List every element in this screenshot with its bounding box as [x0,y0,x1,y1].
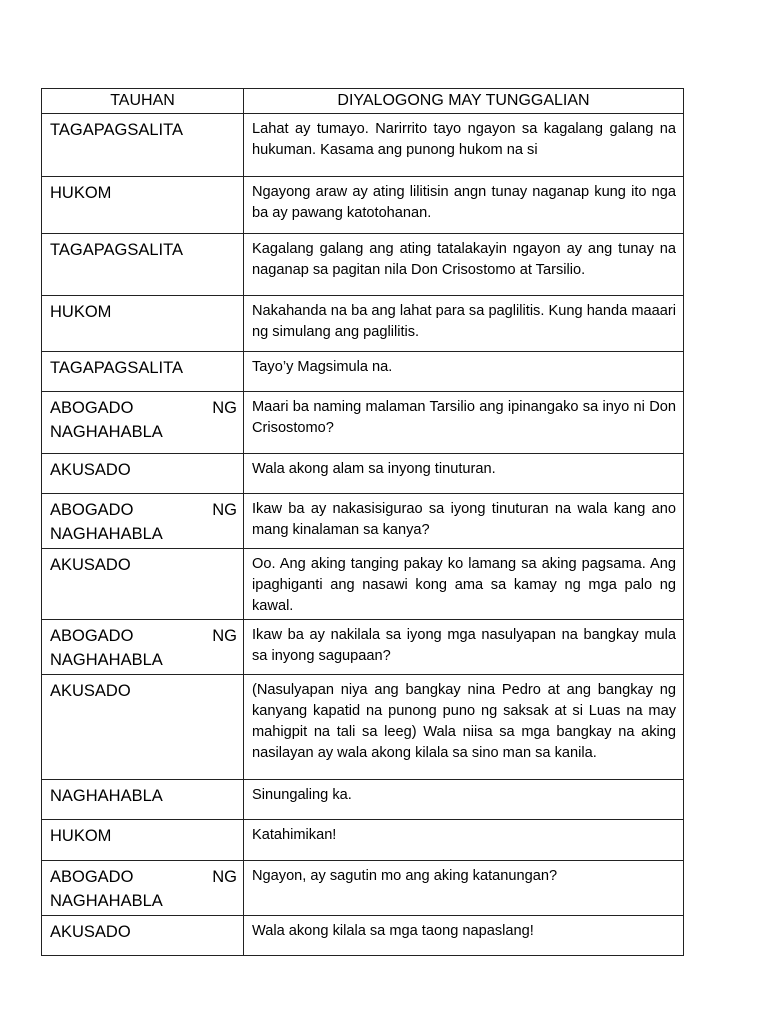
dialogue-cell: Ngayong araw ay ating lilitisin angn tunay naganap kung ito nga ba ay pawang katotohanan. [244,177,684,234]
speaker-cell: HUKOM [42,820,244,861]
speaker-cell: NAGHAHABLA [42,780,244,820]
speaker-cell: AKUSADO [42,454,244,494]
dialogue-cell: (Nasulyapan niya ang bangkay nina Pedro at ang bangkay ng kanyang kapatid na punong puno ng saksak at si Luas na may mahigpit na tali sa leeg) Wala niisa sa mga bangkay na aking nasilayan ay wala akong kilala sa sino man sa kanila. [244,675,684,780]
speaker-cell: HUKOM [42,296,244,352]
speaker-word: NG [212,501,237,519]
header-speaker: TAUHAN [42,89,244,114]
dialogue-cell: Ikaw ba ay nakilala sa iyong mga nasulyapan na bangkay mula sa inyong sagupaan? [244,620,684,675]
dialogue-cell: Wala akong alam sa inyong tinuturan. [244,454,684,494]
speaker-cell [42,494,244,549]
dialogue-cell: Lahat ay tumayo. Narirrito tayo ngayon sa kagalang galang na hukuman. Kasama ang punong hukom na si [244,114,684,177]
table-row [42,780,684,820]
table-row [42,494,684,549]
table-row [42,861,684,916]
speaker-cell: TAGAPAGSALITA [42,234,244,296]
table-row [42,392,684,454]
table-row [42,234,684,296]
table-row [42,620,684,675]
speaker-cell: HUKOM [42,177,244,234]
dialogue-cell: Katahimikan! [244,820,684,861]
speaker-line [50,498,237,522]
speaker-word: ABOGADO [50,868,134,887]
speaker-word: NG [212,399,237,417]
table-row [42,352,684,392]
speaker-cell: AKUSADO [42,549,244,620]
speaker-cell: AKUSADO [42,916,244,956]
dialogue-cell: Ikaw ba ay nakasisigurao sa iyong tinuturan na wala kang ano mang kinalaman sa kanya? [244,494,684,549]
table-row [42,549,684,620]
header-row [42,89,684,114]
table-row [42,916,684,956]
dialogue-cell: Sinungaling ka. [244,780,684,820]
speaker-word: NG [212,627,237,646]
speaker-cell: TAGAPAGSALITA [42,114,244,177]
table-row [42,114,684,177]
speaker-cell: AKUSADO [42,675,244,780]
speaker-word: ABOGADO [50,501,134,519]
dialogue-cell: Wala akong kilala sa mga taong napaslang! [244,916,684,956]
dialogue-cell: Oo. Ang aking tanging pakay ko lamang sa aking pagsama. Ang ipaghiganti ang nasawi kong ama sa kamay ng mga palo ng kawal. [244,549,684,620]
speaker-line: NAGHAHABLA [50,651,163,670]
speaker-line [50,865,237,889]
speaker-cell [42,392,244,454]
dialogue-cell: Kagalang galang ang ating tatalakayin ngayon ay ang tunay na naganap sa pagitan nila Don Crisostomo at Tarsilio. [244,234,684,296]
speaker-cell [42,620,244,675]
speaker-cell [42,861,244,916]
speaker-line: NAGHAHABLA [50,892,163,911]
speaker-cell: TAGAPAGSALITA [42,352,244,392]
speaker-word: ABOGADO [50,399,134,417]
table-row [42,454,684,494]
table-row [42,177,684,234]
table-row [42,675,684,780]
dialogue-cell: Maari ba naming malaman Tarsilio ang ipinangako sa inyo ni Don Crisostomo? [244,392,684,454]
speaker-word: NG [212,868,237,887]
dialogue-cell: Tayo’y Magsimula na. [244,352,684,392]
dialogue-cell: Ngayon, ay sagutin mo ang aking katanungan? [244,861,684,916]
table-row [42,820,684,861]
table-row [42,296,684,352]
header-dialogue: DIYALOGONG MAY TUNGGALIAN [244,89,684,114]
speaker-word: ABOGADO [50,627,134,646]
dialogue-table [41,88,684,956]
speaker-line: NAGHAHABLA [50,525,163,543]
speaker-line [50,624,237,648]
dialogue-cell: Nakahanda na ba ang lahat para sa paglilitis. Kung handa maaari ng simulang ang paglilitis. [244,296,684,352]
speaker-line: NAGHAHABLA [50,423,163,441]
speaker-line [50,396,237,420]
